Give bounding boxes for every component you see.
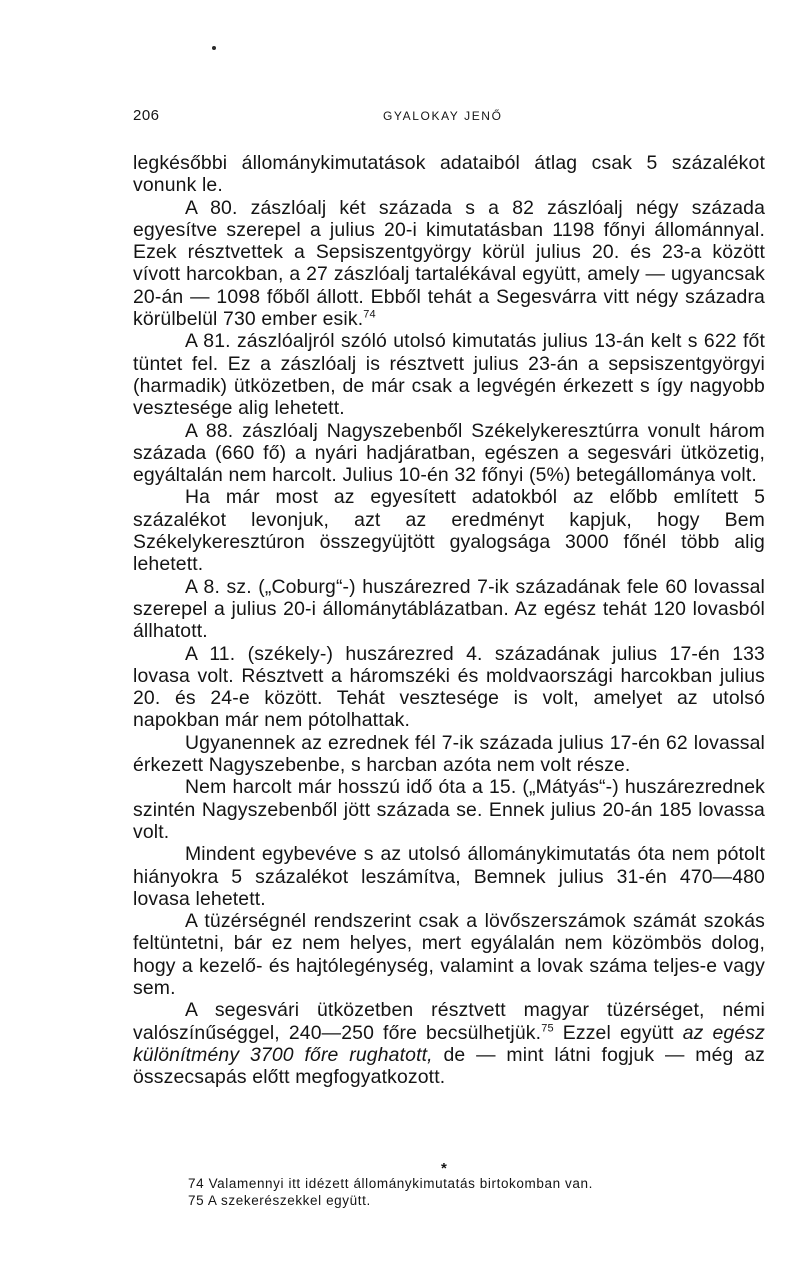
- paragraph-10: Mindent egybevéve s az utolsó állománykimutatás óta nem pótolt hiányokra 5 százalékot leszámítva, Bemnek julius 31-én 470—480 lovasa lehetett.: [133, 843, 765, 910]
- paragraph-1: legkésőbbi állománykimutatások adataiból átlag csak 5 százalékot vonunk le.: [133, 152, 765, 197]
- running-head: GYALOKAY JENŐ: [383, 109, 503, 123]
- page-number: 206: [133, 107, 160, 124]
- footnote-text: A szekerészekkel együtt.: [207, 1193, 371, 1208]
- footnotes: [188, 1175, 748, 1209]
- paragraph-7: A 11. (székely-) huszárezred 4. századának julius 17-én 133 lovasa volt. Résztvett a háromszéki és moldvaországi harcokban julius 20. és 24-e között. Tehát vesztesége is volt, amelyet az utolsó napokban már nem pótolhattak.: [133, 642, 765, 732]
- paragraph-4: A 88. zászlóalj Nagyszebenből Székelykeresztúrra vonult három százada (660 fő) a nyári hadjáratban, egészen a segesvári ütközetig, egyáltalán nem harcolt. Julius 10-én 32 főnyi (5%) betegállománya volt.: [133, 419, 765, 487]
- section-separator: *: [441, 1160, 447, 1177]
- footnote-ref-75: 75: [541, 1022, 554, 1035]
- footnote-number: 75: [188, 1193, 205, 1208]
- body-text: [133, 152, 765, 1088]
- paragraph-11: A tüzérségnél rendszerint csak a lövőszerszámok számát szokás feltüntetni, bár ez nem helyes, mert egyálalán nem közömbös dolog, hogy a kezelő- és hajtólegénység, valamint a lovak száma teljes-e vagy sem.: [133, 910, 765, 999]
- paragraph-3: A 81. zászlóaljról szóló utolsó kimutatás julius 13-án kelt s 622 főt tüntet fel. Ez a zászlóalj is résztvett julius 23-án a sepsiszentgyörgyi (harmadik) ütközetben, de már csak a legvégén érkezett s így nagyobb vesztesége alig lehetett.: [133, 330, 765, 420]
- emphasized-text: az egész különítmény 3700 főre rughatott,: [133, 1021, 765, 1066]
- footnote-ref-74: 74: [363, 308, 376, 321]
- print-speck: [212, 46, 216, 50]
- paragraph-6: A 8. sz. („Coburg“-) huszárezred 7-ik századának fele 60 lovassal szerepel a julius 20-i állománytáblázatban. Az egész tehát 120 lovasból állhatott.: [133, 575, 765, 643]
- paragraph-9: Nem harcolt már hosszú idő óta a 15. („Mátyás“-) huszárezrednek szintén Nagyszebenből jött százada se. Ennek julius 20-án 185 lovassa volt.: [133, 776, 765, 843]
- footnote-number: 74: [188, 1176, 205, 1191]
- paragraph-12: A segesvári ütközetben résztvett magyar tüzérséget, némi valószínűséggel, 240—250 főre becsülhetjük.$^{75}$ Ezzel együtt az egész különítmény 3700 főre rughatott, de — mint látni fogjuk — még az összecsapás előtt megfogyatkozott.: [133, 999, 765, 1089]
- paragraph-5: Ha már most az egyesített adatokból az előbb említett 5 százalékot levonjuk, azt az eredményt kapjuk, hogy Bem Székelykeresztúron összegyüjtött gyalogsága 3000 főnél több alig lehetett.: [133, 486, 765, 576]
- footnote-74: [188, 1175, 748, 1192]
- paragraph-8: Ugyanennek az ezrednek fél 7-ik százada julius 17-én 62 lovassal érkezett Nagyszebenbe, s harcban azóta nem volt része.: [133, 731, 765, 777]
- page-header: [133, 107, 765, 129]
- paragraph-2: A 80. zászlóalj két százada s a 82 zászlóalj négy százada egyesítve szerepel a julius 20-i kimutatásban 1198 főnyi állománnyal. Ezek résztvettek a Sepsiszentgyörgy körül julius 20. és 23-a között vívott harcokban, a 27 zászlóalj tartalékával együtt, amely — ugyancsak 20-án — 1098 főből állott. Ebből tehát a Segesvárra vitt négy századra körülbelül 730 ember esik.$^{74}$: [133, 196, 765, 331]
- footnote-75: [188, 1192, 748, 1209]
- footnote-text: Valamennyi itt idézett állománykimutatás birtokomban van.: [208, 1176, 593, 1191]
